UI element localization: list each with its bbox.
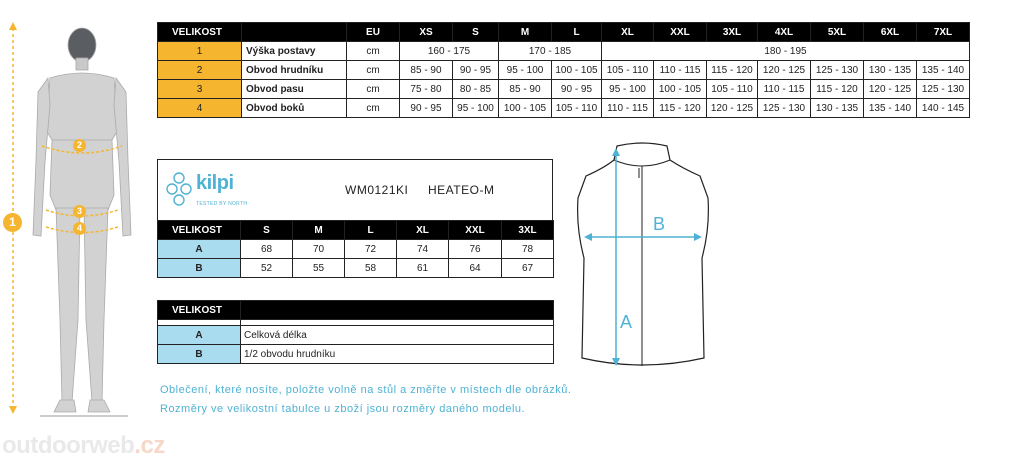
garment-size-table (157, 220, 554, 278)
table-cell: 120 - 125 (707, 99, 758, 118)
table-cell: 125 - 130 (758, 99, 811, 118)
table-cell: 180 - 195 (602, 42, 970, 61)
table-row (158, 240, 554, 259)
table-cell: 85 - 90 (499, 80, 552, 99)
watermark-logo (2, 432, 165, 460)
product-code: WM0121KI (345, 183, 409, 197)
table-cell: 100 - 105 (654, 80, 707, 99)
body-size-table (157, 22, 970, 118)
vest-label-a: A (620, 312, 633, 332)
header-label (242, 23, 347, 42)
watermark-main: outdoorweb (2, 432, 135, 459)
header-velikost: VELIKOST (158, 23, 242, 42)
vest-diagram (570, 138, 720, 378)
table-cell: 52 (241, 259, 293, 278)
row-label: Výška postavy (242, 42, 347, 61)
marker-4-icon: 4 (73, 222, 86, 235)
body-size-header-row (158, 23, 970, 42)
header-5xl: 5XL (811, 23, 864, 42)
table-row (158, 61, 970, 80)
header-xs: XS (400, 23, 453, 42)
header-m: M (293, 221, 345, 240)
header-xxl: XXL (654, 23, 707, 42)
table-row (158, 99, 970, 118)
header-s: S (241, 221, 293, 240)
row-label: Obvod hrudníku (242, 61, 347, 80)
table-cell: 61 (397, 259, 449, 278)
header-eu: EU (347, 23, 400, 42)
row-key: A (158, 240, 241, 259)
header-s: S (453, 23, 499, 42)
vest-label-b: B (653, 214, 666, 234)
table-cell: 135 - 140 (917, 61, 970, 80)
table-cell: 58 (345, 259, 397, 278)
header-velikost: VELIKOST (158, 301, 241, 320)
table-cell: 90 - 95 (400, 99, 453, 118)
header-xl: XL (602, 23, 654, 42)
header-xxl: XXL (449, 221, 502, 240)
table-cell: 64 (449, 259, 502, 278)
table-cell: 160 - 175 (400, 42, 499, 61)
table-cell: 95 - 100 (602, 80, 654, 99)
table-cell: 125 - 130 (811, 61, 864, 80)
marker-1-icon: 1 (3, 213, 22, 232)
watermark-tld: .cz (134, 432, 165, 459)
header-velikost: VELIKOST (158, 221, 241, 240)
header-3xl: 3XL (707, 23, 758, 42)
table-cell: 72 (345, 240, 397, 259)
table-cell: 76 (449, 240, 502, 259)
table-cell: 110 - 115 (602, 99, 654, 118)
header-xl: XL (397, 221, 449, 240)
row-unit: cm (347, 42, 400, 61)
table-cell: 90 - 95 (552, 80, 602, 99)
table-cell: 100 - 105 (552, 61, 602, 80)
garment-header-row (158, 221, 554, 240)
header-l: L (345, 221, 397, 240)
table-cell: 90 - 95 (453, 61, 499, 80)
table-cell: 95 - 100 (453, 99, 499, 118)
table-cell: 85 - 90 (400, 61, 453, 80)
row-key: B (158, 259, 241, 278)
row-description: Celková délka (241, 326, 554, 345)
table-cell: 120 - 125 (864, 80, 917, 99)
table-cell: 105 - 110 (552, 99, 602, 118)
row-number: 1 (158, 42, 242, 61)
table-cell: 130 - 135 (811, 99, 864, 118)
brand-name: kilpi (196, 172, 234, 194)
table-cell: 115 - 120 (654, 99, 707, 118)
marker-3-icon: 3 (73, 205, 86, 218)
table-row (158, 42, 970, 61)
table-cell: 55 (293, 259, 345, 278)
table-cell: 68 (241, 240, 293, 259)
header-7xl: 7XL (917, 23, 970, 42)
header-blank (241, 301, 554, 320)
brand-tagline: TESTED BY NORTH (196, 201, 248, 207)
table-cell: 115 - 120 (811, 80, 864, 99)
table-cell: 70 (293, 240, 345, 259)
table-cell: 105 - 110 (707, 80, 758, 99)
table-cell: 140 - 145 (917, 99, 970, 118)
row-number: 2 (158, 61, 242, 80)
row-number: 4 (158, 99, 242, 118)
row-label: Obvod boků (242, 99, 347, 118)
row-unit: cm (347, 61, 400, 80)
marker-2-icon: 2 (73, 139, 86, 152)
table-cell: 115 - 120 (707, 61, 758, 80)
row-unit: cm (347, 99, 400, 118)
header-6xl: 6XL (864, 23, 917, 42)
kilpi-logo-icon (164, 170, 194, 208)
table-cell: 95 - 100 (499, 61, 552, 80)
table-cell: 74 (397, 240, 449, 259)
row-unit: cm (347, 80, 400, 99)
table-cell: 75 - 80 (400, 80, 453, 99)
row-key: B (158, 345, 241, 364)
table-cell: 170 - 185 (499, 42, 602, 61)
row-key: A (158, 326, 241, 345)
header-l: L (552, 23, 602, 42)
table-cell: 105 - 110 (602, 61, 654, 80)
table-row (158, 345, 554, 364)
row-number: 3 (158, 80, 242, 99)
table-cell: 120 - 125 (758, 61, 811, 80)
table-cell: 130 - 135 (864, 61, 917, 80)
header-m: M (499, 23, 552, 42)
row-label: Obvod pasu (242, 80, 347, 99)
product-name: HEATEO-M (428, 183, 495, 197)
measurement-legend-table (157, 300, 554, 364)
measuring-instruction: Oblečení, které nosíte, položte volně na stůl a změřte v místech dle obrázků. (160, 384, 572, 396)
row-description: 1/2 obvodu hrudníku (241, 345, 554, 364)
legend-header-row (158, 301, 554, 320)
table-cell: 80 - 85 (453, 80, 499, 99)
table-cell: 135 - 140 (864, 99, 917, 118)
table-cell: 125 - 130 (917, 80, 970, 99)
header-3xl: 3XL (502, 221, 554, 240)
table-cell: 110 - 115 (654, 61, 707, 80)
table-cell: 100 - 105 (499, 99, 552, 118)
table-row (158, 259, 554, 278)
model-dimensions-note: Rozměry ve velikostní tabulce u zboží jsou rozměry daného modelu. (160, 403, 526, 415)
table-row (158, 326, 554, 345)
table-cell: 78 (502, 240, 554, 259)
header-4xl: 4XL (758, 23, 811, 42)
table-cell: 110 - 115 (758, 80, 811, 99)
table-cell: 67 (502, 259, 554, 278)
table-row (158, 80, 970, 99)
